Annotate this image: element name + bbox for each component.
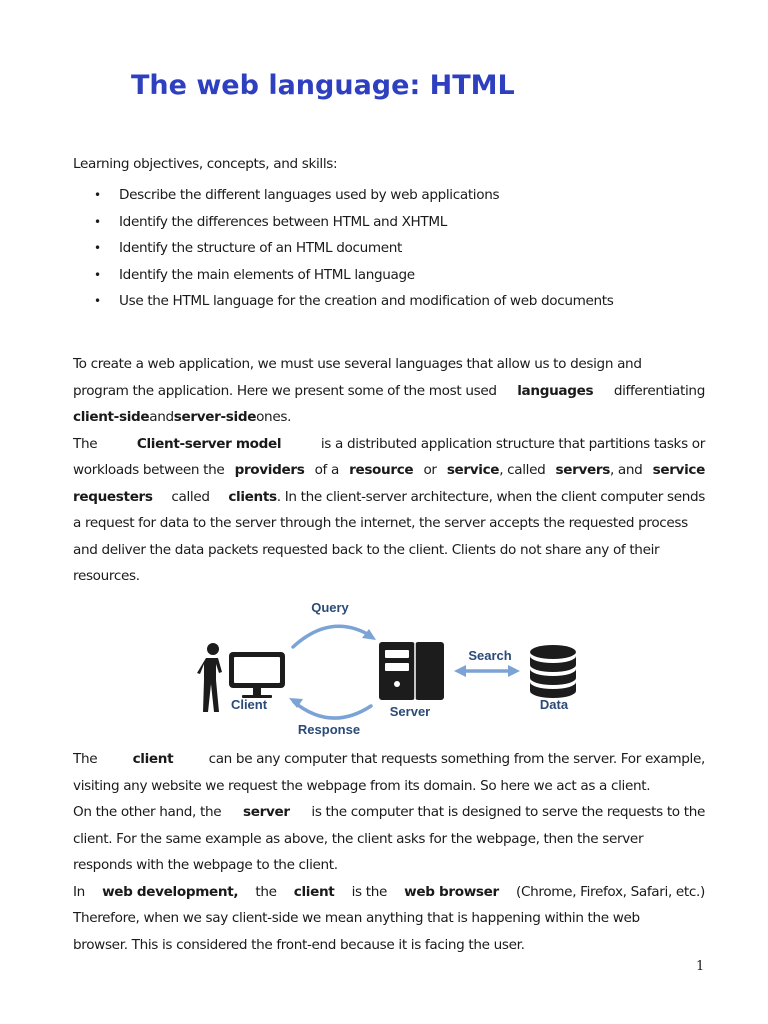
- bullet-icon: •: [94, 214, 101, 229]
- text-line: and deliver the data packets requested back to the client. Clients do not share any of their: [73, 541, 660, 558]
- monitor-icon: [229, 652, 285, 698]
- search-label: Search: [468, 648, 512, 663]
- database-icon: [530, 645, 576, 698]
- server-label: Server: [389, 704, 431, 719]
- text-line: responds with the webpage to the client.: [73, 857, 338, 873]
- bullet-icon: •: [94, 241, 101, 256]
- text-line: a request for data to the server through the internet, the server accepts the requested process: [73, 515, 688, 531]
- query-label: Query: [311, 600, 349, 615]
- client-server-diagram: [196, 592, 588, 742]
- text-line: visiting any website we request the webpage from its domain. So here we act as a client.: [73, 777, 651, 794]
- response-arrow: [294, 702, 371, 718]
- query-arrow: [293, 626, 371, 647]
- list-item: • Use the HTML language for the creation and modification of web documents: [73, 288, 613, 315]
- objectives-list: [73, 182, 613, 315]
- text-line: program the application. Here we present some of the most used languages differentiating: [73, 382, 705, 399]
- list-item: • Identify the main elements of HTML language: [73, 262, 613, 289]
- outro-paragraph: [73, 746, 705, 958]
- text-line: client. For the same example as above, the client asks for the webpage, then the server: [73, 830, 644, 847]
- list-item: • Describe the different languages used by web applications: [73, 182, 613, 209]
- objectives-heading: Learning objectives, concepts, and skills:: [73, 156, 338, 172]
- list-item: • Identify the structure of an HTML document: [73, 235, 613, 262]
- text-line: Therefore, when we say client-side we mean anything that is happening within the web: [73, 910, 640, 926]
- intro-paragraph: [73, 351, 705, 590]
- list-item: • Identify the differences between HTML and XHTML: [73, 209, 613, 236]
- search-arrow: [454, 665, 520, 677]
- bullet-icon: •: [94, 267, 101, 282]
- bullet-icon: •: [94, 294, 101, 309]
- text-line: The Client-server model is a distributed application structure that partitions tasks or: [73, 435, 705, 452]
- text-line: To create a web application, we must use several languages that allow us to design and: [73, 356, 642, 372]
- server-icon: [379, 642, 444, 700]
- text-line: client-side and server-side ones.: [73, 409, 292, 425]
- text-line: The client can be any computer that requests something from the server. For example,: [73, 751, 705, 767]
- bullet-icon: •: [94, 188, 101, 202]
- data-label: Data: [539, 697, 569, 712]
- text-line: workloads between the providers of a resource or service, called servers, and service: [73, 462, 705, 478]
- text-line: On the other hand, the server is the computer that is designed to serve the requests to the: [73, 804, 705, 820]
- person-icon: [197, 643, 222, 712]
- page-title: The web language: HTML: [131, 70, 515, 101]
- response-label: Response: [297, 722, 361, 737]
- client-label: Client: [230, 697, 268, 712]
- text-line: In web development, the client is the web browser (Chrome, Firefox, Safari, etc.): [73, 883, 705, 900]
- text-line: browser. This is considered the front-end because it is facing the user.: [73, 936, 525, 953]
- page-number: 1: [696, 959, 705, 974]
- text-line: resources.: [73, 568, 140, 584]
- text-line: requesters called clients. In the client-server architecture, when the client computer sends: [73, 488, 705, 505]
